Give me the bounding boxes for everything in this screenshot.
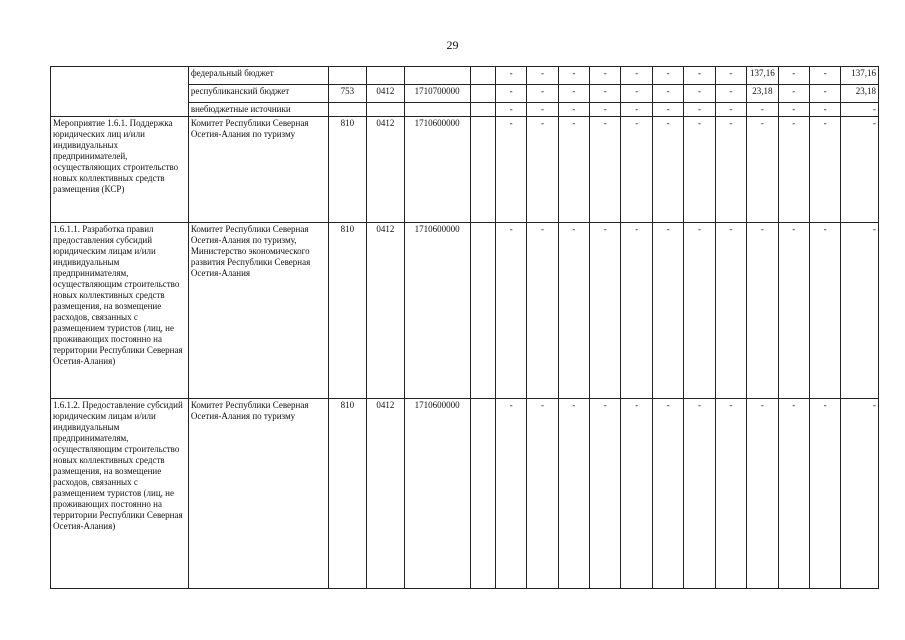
csr-cell xyxy=(404,67,470,85)
value-cell: - xyxy=(590,85,621,103)
value-cell: - xyxy=(558,85,589,103)
value-cell: - xyxy=(652,117,683,223)
value-cell: - xyxy=(684,117,715,223)
value-cell: - xyxy=(715,85,746,103)
value-cell: - xyxy=(809,85,840,103)
value-cell: - xyxy=(841,117,879,223)
grbs-cell: 810 xyxy=(328,117,367,223)
value-cell: - xyxy=(747,117,778,223)
grbs-cell xyxy=(328,67,367,85)
value-cell: - xyxy=(495,103,526,117)
measure-name-cell: Мероприятие 1.6.1. Поддержка юридических лиц и/или индивидуальных предпринимателей, осуществляющих строительство новых коллективных средств размещения (КСР) xyxy=(51,117,189,223)
value-cell xyxy=(470,399,495,589)
value-cell: - xyxy=(809,117,840,223)
value-cell xyxy=(470,117,495,223)
rzpr-cell: 0412 xyxy=(367,399,404,589)
csr-cell: 1710600000 xyxy=(404,117,470,223)
value-cell: 23,18 xyxy=(841,85,879,103)
value-cell: - xyxy=(558,223,589,399)
value-cell: - xyxy=(652,85,683,103)
value-cell: - xyxy=(809,103,840,117)
value-cell: - xyxy=(495,67,526,85)
value-cell: - xyxy=(558,399,589,589)
value-cell: - xyxy=(621,399,652,589)
csr-cell: 1710600000 xyxy=(404,223,470,399)
value-cell: - xyxy=(809,399,840,589)
value-cell: - xyxy=(715,103,746,117)
csr-cell: 1710700000 xyxy=(404,85,470,103)
rzpr-cell: 0412 xyxy=(367,85,404,103)
value-cell: - xyxy=(621,117,652,223)
rzpr-cell xyxy=(367,67,404,85)
value-cell: - xyxy=(715,67,746,85)
executor-cell: Комитет Республики Северная Осетия-Алания по туризму xyxy=(188,117,328,223)
value-cell xyxy=(470,223,495,399)
funding-source-cell: федеральный бюджет xyxy=(188,67,328,85)
value-cell: - xyxy=(747,223,778,399)
value-cell: - xyxy=(652,223,683,399)
value-cell: - xyxy=(778,67,809,85)
value-cell: - xyxy=(778,223,809,399)
measure-name-cell: 1.6.1.1. Разработка правил предоставления субсидий юридическим лицам и/или индивидуальным предпринимателям, осуществляющим строительство новых коллективных средств размещения, на возмещение расходов, связанных с размещением туристов (лиц, не проживающих постоянно на территории Республики Северная Осетия-Алания) xyxy=(51,223,189,399)
value-cell: - xyxy=(715,399,746,589)
grbs-cell: 810 xyxy=(328,399,367,589)
value-cell: - xyxy=(495,399,526,589)
measure-name-cell xyxy=(51,67,189,117)
value-cell: - xyxy=(841,103,879,117)
value-cell: - xyxy=(684,85,715,103)
executor-cell: Комитет Республики Северная Осетия-Алания по туризму, Министерство экономического развития Республики Северная Осетия-Алания xyxy=(188,223,328,399)
value-cell: - xyxy=(558,103,589,117)
table-row xyxy=(51,399,879,589)
value-cell: - xyxy=(621,85,652,103)
value-cell: - xyxy=(684,67,715,85)
value-cell: - xyxy=(621,223,652,399)
value-cell: - xyxy=(715,223,746,399)
value-cell xyxy=(470,85,495,103)
table-row xyxy=(51,117,879,223)
value-cell: - xyxy=(652,67,683,85)
rzpr-cell: 0412 xyxy=(367,223,404,399)
value-cell: - xyxy=(558,117,589,223)
value-cell: - xyxy=(841,223,879,399)
value-cell: - xyxy=(527,399,558,589)
value-cell: - xyxy=(590,117,621,223)
value-cell: - xyxy=(527,223,558,399)
value-cell: - xyxy=(715,117,746,223)
value-cell: - xyxy=(747,399,778,589)
value-cell: - xyxy=(652,399,683,589)
value-cell: - xyxy=(809,67,840,85)
value-cell: 137,16 xyxy=(747,67,778,85)
value-cell: - xyxy=(590,223,621,399)
value-cell: - xyxy=(590,67,621,85)
value-cell: - xyxy=(684,103,715,117)
value-cell: - xyxy=(621,103,652,117)
value-cell: - xyxy=(527,103,558,117)
rzpr-cell: 0412 xyxy=(367,117,404,223)
value-cell: - xyxy=(527,117,558,223)
funding-source-cell: республиканский бюджет xyxy=(188,85,328,103)
executor-cell: Комитет Республики Северная Осетия-Алания по туризму xyxy=(188,399,328,589)
value-cell: - xyxy=(778,117,809,223)
value-cell: - xyxy=(590,103,621,117)
table-row xyxy=(51,223,879,399)
grbs-cell xyxy=(328,103,367,117)
grbs-cell: 753 xyxy=(328,85,367,103)
grbs-cell: 810 xyxy=(328,223,367,399)
value-cell: - xyxy=(495,85,526,103)
value-cell: 23,18 xyxy=(747,85,778,103)
value-cell xyxy=(470,67,495,85)
csr-cell: 1710600000 xyxy=(404,399,470,589)
value-cell: - xyxy=(495,223,526,399)
value-cell: - xyxy=(684,223,715,399)
funding-source-cell: внебюджетные источники xyxy=(188,103,328,117)
value-cell: - xyxy=(747,103,778,117)
value-cell: - xyxy=(841,399,879,589)
page-number: 29 xyxy=(446,38,459,52)
value-cell: - xyxy=(778,399,809,589)
csr-cell xyxy=(404,103,470,117)
value-cell: - xyxy=(621,67,652,85)
value-cell: 137,16 xyxy=(841,67,879,85)
measure-name-cell: 1.6.1.2. Предоставление субсидий юридическим лицам и/или индивидуальным предпринимателям, осуществляющим строительство новых коллективных средств размещения, на возмещение расходов, связанных с размещением туристов (лиц, не проживающих постоянно на территории Республики Северная Осетия-Алания) xyxy=(51,399,189,589)
rzpr-cell xyxy=(367,103,404,117)
value-cell: - xyxy=(684,399,715,589)
value-cell: - xyxy=(527,67,558,85)
value-cell: - xyxy=(527,85,558,103)
value-cell: - xyxy=(590,399,621,589)
value-cell: - xyxy=(809,223,840,399)
value-cell: - xyxy=(558,67,589,85)
table-row xyxy=(51,67,879,85)
value-cell: - xyxy=(778,103,809,117)
value-cell: - xyxy=(495,117,526,223)
value-cell: - xyxy=(778,85,809,103)
value-cell: - xyxy=(652,103,683,117)
value-cell xyxy=(470,103,495,117)
budget-table xyxy=(50,66,879,589)
